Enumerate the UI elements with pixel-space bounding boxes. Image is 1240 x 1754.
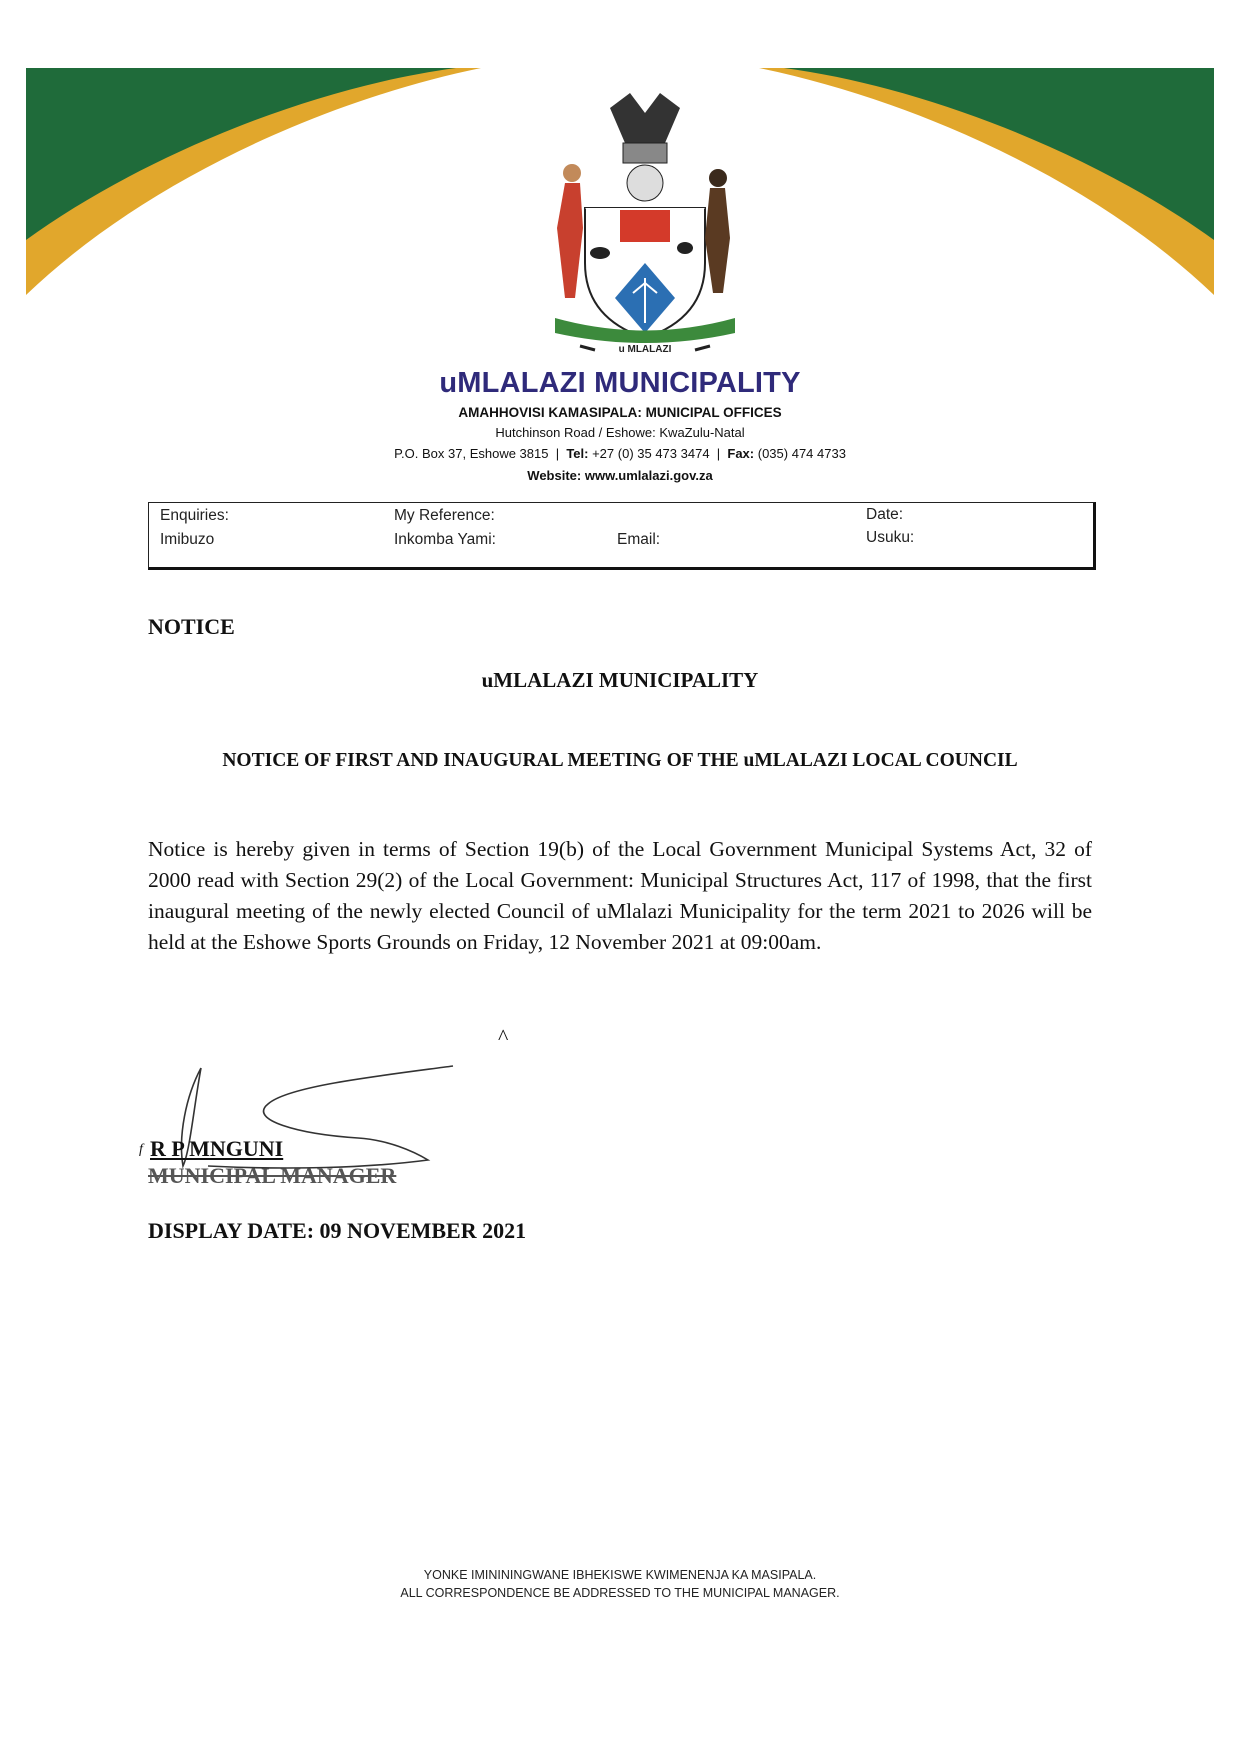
- org-name: uMLALAZI MUNICIPALITY: [439, 367, 801, 399]
- footer-line-2: ALL CORRESPONDENCE BE ADDRESSED TO THE MUNICIPAL MANAGER.: [400, 1586, 840, 1600]
- coat-of-arms-icon: [535, 88, 755, 358]
- notice-label: NOTICE: [148, 614, 235, 639]
- display-date: DISPLAY DATE: 09 NOVEMBER 2021: [148, 1218, 527, 1243]
- signatory-mark: f: [139, 1142, 143, 1157]
- offices-line: AMAHHOVISI KAMASIPALA: MUNICIPAL OFFICES: [458, 405, 782, 420]
- imibuzo-label: Imibuzo: [160, 531, 215, 548]
- website-line: [0, 468, 1240, 483]
- reference-box: [148, 502, 1096, 570]
- inkomba-yami-label: Inkomba Yami:: [394, 531, 496, 548]
- email-label: Email:: [617, 531, 661, 548]
- municipality-heading: uMLALAZI MUNICIPALITY: [481, 668, 759, 692]
- fax-label: Fax:: [727, 446, 755, 461]
- footer-line-1: YONKE IMINININGWANE IBHEKISWE KWIMENENJA KA MASIPALA.: [423, 1568, 817, 1582]
- caret-mark: ^: [498, 1024, 509, 1049]
- po-box: P.O. Box 37, Eshowe 3815: [394, 446, 549, 461]
- notice-body: Notice is hereby given in terms of Section 19(b) of the Local Government Municipal Systems Act, 32 of 2000 read with Section 29(2) of the Local Government: Municipal Structures Act, 117 of 1998, that the first inaugural meeting of the newly elected Council of uMlalazi Municipality for the term 2021 to 2026 will be held at the Eshowe Sports Grounds on Friday, 12 November 2021 at 09:00am.: [148, 837, 1092, 954]
- website-label: Website:: [527, 468, 582, 483]
- usuku-label: Usuku:: [866, 529, 915, 546]
- banner-right: [744, 60, 1214, 300]
- my-reference-label: My Reference:: [394, 507, 495, 524]
- address-line: Hutchinson Road / Eshowe: KwaZulu-Natal: [495, 425, 745, 440]
- enquiries-label: Enquiries:: [160, 507, 229, 524]
- svg-text:u MLALAZI: u MLALAZI: [618, 344, 672, 355]
- signatory-name: R P MNGUNI: [150, 1136, 284, 1161]
- banner-left: [26, 60, 496, 300]
- contact-line: P.O. Box 37, Eshowe 3815 | Tel: +27 (0) 35 473 3474 | Fax: (035) 474 4733: [394, 446, 846, 461]
- fax-number: (035) 474 4733: [757, 446, 846, 461]
- date-label: Date:: [866, 506, 904, 523]
- website-url[interactable]: www.umlalazi.gov.za: [584, 468, 713, 483]
- tel-number: +27 (0) 35 473 3474: [592, 446, 710, 461]
- tel-label: Tel:: [566, 446, 589, 461]
- meeting-title: NOTICE OF FIRST AND INAUGURAL MEETING OF THE uMLALAZI LOCAL COUNCIL: [222, 750, 1018, 771]
- signatory-position: MUNICIPAL MANAGER: [148, 1163, 397, 1188]
